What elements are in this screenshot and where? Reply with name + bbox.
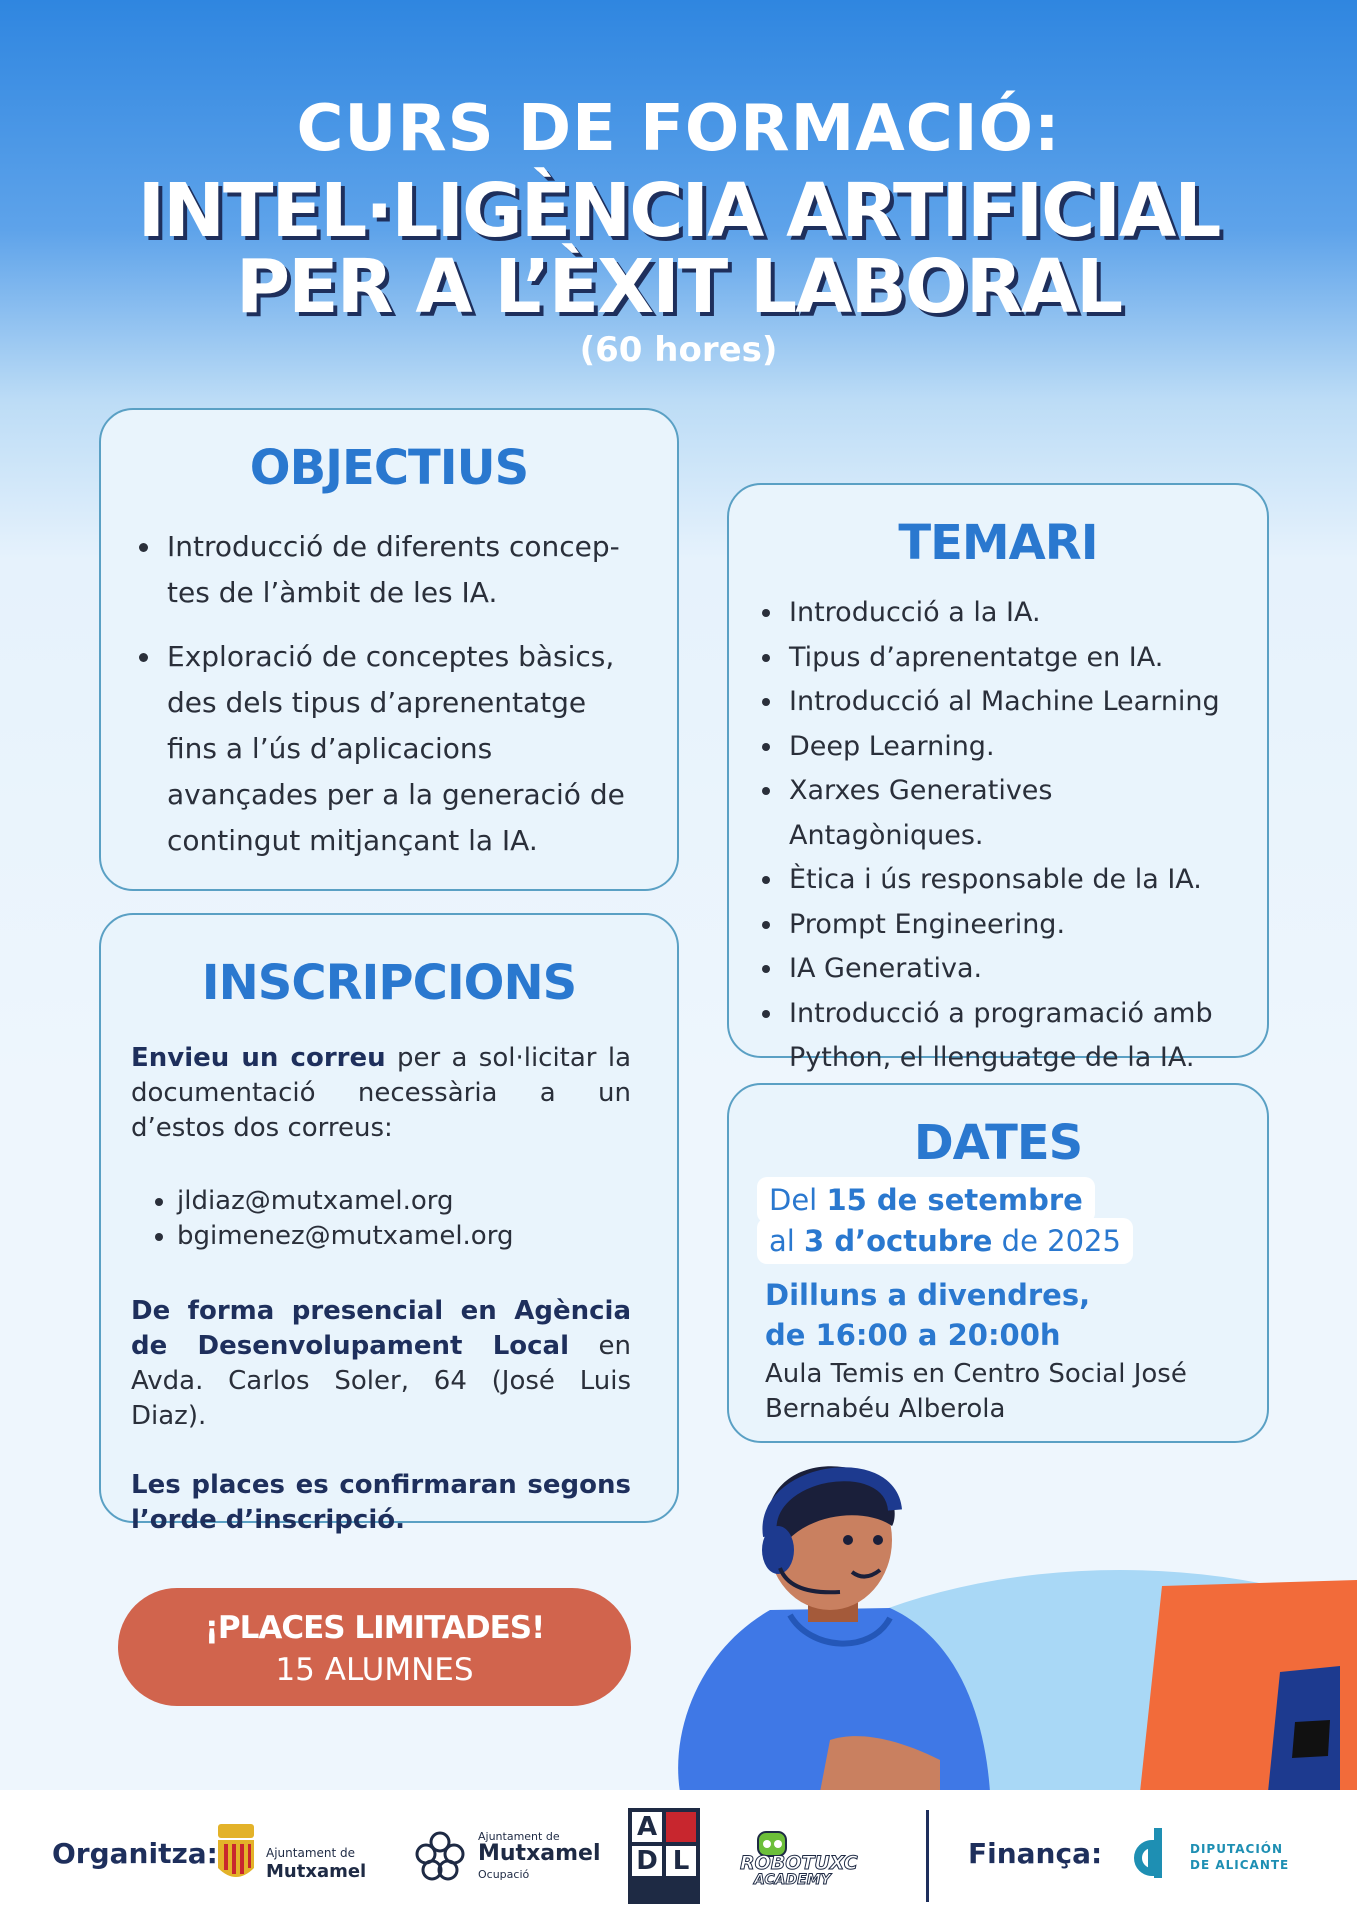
- list-item: • IA Generativa.: [785, 947, 1247, 992]
- diputacion-line-1: DIPUTACIÓN: [1190, 1842, 1284, 1856]
- date-to-prefix: al: [769, 1224, 805, 1258]
- dates-card: [727, 1083, 1269, 1443]
- header-line-1: CURS DE FORMACIÓ:: [296, 92, 1061, 166]
- list-item: • Prompt Engineering.: [785, 903, 1247, 948]
- inscripcions-paragraph-confirm: [131, 1468, 631, 1538]
- organitza-label: Organitza:: [52, 1837, 218, 1870]
- inscripcions-paragraph-email: [131, 1041, 631, 1146]
- list-item: • Xarxes Generatives Antagòniques.: [785, 769, 1247, 858]
- robotuxc-academy-logo: [740, 1824, 880, 1890]
- date-to: [757, 1218, 1133, 1264]
- temari-list: [785, 591, 1247, 1081]
- objectius-card: [99, 408, 679, 891]
- email-link[interactable]: • bgimenez@mutxamel.org: [177, 1219, 677, 1254]
- header-hours: (60 hores): [579, 330, 778, 370]
- ocupacio-big-text: Mutxamel: [478, 1841, 601, 1866]
- dates-schedule-days: Dilluns a divendres,: [765, 1278, 1091, 1312]
- diputacion-a-icon: [1128, 1824, 1180, 1882]
- objectius-title: OBJECTIUS: [249, 440, 529, 496]
- adl-logo: [628, 1808, 700, 1904]
- inscripcions-confirm-bold: Les places es confirmaran segons l’orde d’inscripció.: [131, 1470, 631, 1535]
- footer: [0, 1790, 1357, 1920]
- places-limitades-badge: [118, 1588, 631, 1706]
- date-from-prefix: Del: [769, 1183, 827, 1217]
- list-item: • Introducció al Machine Learning: [785, 680, 1247, 725]
- inscripcions-email-text: per a sol·licitar la documentació necessària a un d’estos dos correus:: [131, 1043, 631, 1143]
- monitor-icon: [1140, 1580, 1357, 1792]
- list-item: • Deep Learning.: [785, 725, 1247, 770]
- dates-title: DATES: [913, 1115, 1083, 1171]
- adl-flag-block: [666, 1812, 696, 1842]
- inscripcions-email-bold: Envieu un correu: [131, 1043, 386, 1073]
- list-item: • Introducció a la IA.: [785, 591, 1247, 636]
- date-from-value: 15 de setembre: [826, 1183, 1083, 1217]
- list-item: • Ètica i ús responsable de la IA.: [785, 858, 1247, 903]
- objectius-list: [163, 524, 637, 864]
- mutxamel-ocupacio-logo: [414, 1830, 601, 1890]
- adl-letter: L: [666, 1846, 696, 1876]
- footer-divider: [926, 1810, 929, 1902]
- robotuxc-text: ROBOTUXC: [740, 1852, 858, 1874]
- email-list: [177, 1184, 677, 1254]
- student-headset-illustration: [640, 1440, 1357, 1792]
- places-limitades-title: ¡PLACES LIMITADES!: [204, 1610, 545, 1646]
- ajuntament-small-text: Ajuntament de: [266, 1846, 356, 1860]
- date-to-value: 3 d’octubre: [804, 1224, 993, 1258]
- list-item: • Tipus d’aprenentatge en IA.: [785, 636, 1247, 681]
- list-item: • Introducció de diferents concep-tes de l’àmbit de les IA.: [163, 524, 637, 616]
- inscripcions-presencial-bold: De forma presencial en Agència de Desenvolupament Local: [131, 1296, 631, 1361]
- list-item: • Exploració de conceptes bàsics, des dels tipus d’aprenentatge fins a l’ús d’aplicacions avançades per a la generació de contingut mitjançant la IA.: [163, 634, 637, 864]
- ajuntament-mutxamel-logo: [214, 1820, 367, 1890]
- financa-label: Finança:: [968, 1837, 1103, 1870]
- temari-title: TEMARI: [898, 515, 1098, 571]
- ajuntament-big-text: Mutxamel: [266, 1861, 367, 1882]
- adl-letter: D: [632, 1846, 662, 1876]
- dates-schedule: [765, 1275, 1090, 1355]
- diputacion-alicante-logo: [1128, 1824, 1318, 1888]
- inscripcions-title: INSCRIPCIONS: [201, 955, 577, 1011]
- academy-text: ACADEMY: [754, 1872, 831, 1888]
- adl-letter: A: [632, 1812, 662, 1842]
- dates-place: Aula Temis en Centro Social José Bernabéu Alberola: [765, 1359, 1187, 1424]
- date-to-year: de 2025: [992, 1224, 1121, 1258]
- list-item: • Introducció a programació amb Python, el llenguatge de la IA.: [785, 992, 1247, 1081]
- dates-schedule-hours: de 16:00 a 20:00h: [765, 1318, 1061, 1352]
- header-line-3: PER A L’ÈXIT LABORAL: [235, 244, 1122, 330]
- ocupacio-sub-text: Ocupació: [478, 1868, 530, 1881]
- places-limitades-count: 15 ALUMNES: [275, 1652, 474, 1688]
- inscripcions-card: [99, 913, 679, 1535]
- ocupacio-small-text: Ajuntament de: [478, 1830, 560, 1843]
- flower-icon: [414, 1830, 466, 1882]
- temari-card: [727, 483, 1269, 1073]
- inscripcions-paragraph-presencial: [131, 1294, 631, 1434]
- coat-of-arms-icon: [214, 1820, 258, 1888]
- diputacion-line-2: DE ALICANTE: [1190, 1858, 1290, 1872]
- header-line-2: INTEL·LIGÈNCIA ARTIFICIAL: [137, 168, 1220, 254]
- email-link[interactable]: • jldiaz@mutxamel.org: [177, 1184, 677, 1219]
- inscripcions-presencial-text: en Avda. Carlos Soler, 64 (José Luis Diaz).: [131, 1331, 631, 1431]
- date-from: [757, 1177, 1095, 1223]
